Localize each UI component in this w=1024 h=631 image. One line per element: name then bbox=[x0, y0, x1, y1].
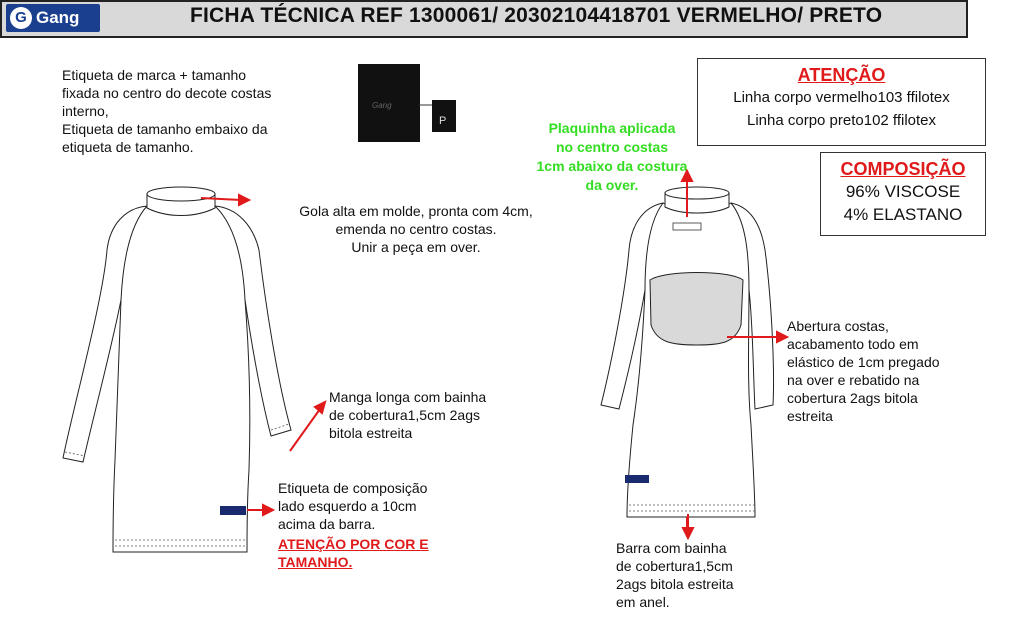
brand-tag-image bbox=[358, 64, 420, 142]
size-tag-text: P bbox=[439, 115, 447, 127]
abertura-note: Abertura costas, acabamento todo em elástico de 1cm pregado na over e rebatido na cobertura 2ags bitola estreita bbox=[787, 318, 940, 424]
back-plaquinha bbox=[673, 223, 701, 230]
back-composition-label bbox=[625, 475, 649, 483]
etiqueta-arrow-head bbox=[263, 505, 273, 515]
composicao-box bbox=[820, 152, 986, 236]
labels-note: Etiqueta de marca + tamanho fixada no centro do decote costas interno, Etiqueta de tamanho embaixo da etiqueta de tamanho. bbox=[62, 67, 272, 155]
size-tag-image bbox=[432, 100, 456, 132]
barra-note: Barra com bainha de cobertura1,5cm 2ags bitola estreita em anel. bbox=[616, 540, 734, 610]
composicao-line: 96% VISCOSE bbox=[845, 182, 961, 201]
header-bar bbox=[0, 0, 968, 38]
gola-note: Gola alta em molde, pronta com 4cm, emenda no centro costas. Unir a peça em over. bbox=[299, 203, 533, 255]
front-dress-drawing bbox=[55, 180, 295, 570]
page-title: FICHA TÉCNICA REF 1300061/ 20302104418701 VERMELHO/ PRETO bbox=[190, 4, 883, 27]
front-composition-label bbox=[220, 506, 246, 515]
front-body bbox=[113, 206, 250, 552]
gola-arrow-head bbox=[239, 195, 249, 205]
brand-tag-text: Gang bbox=[372, 101, 392, 110]
back-dress-drawing bbox=[595, 165, 795, 527]
etiqueta-composicao-note: Etiqueta de composição lado esquerdo a 10cm acima da barra. bbox=[278, 480, 428, 532]
barra-arrow bbox=[678, 510, 698, 540]
back-opening bbox=[650, 273, 743, 346]
brand-logo bbox=[6, 4, 100, 32]
back-collar-top bbox=[665, 187, 729, 199]
atencao-box bbox=[697, 58, 986, 146]
composicao-title: COMPOSIÇÃO bbox=[840, 159, 966, 179]
plaquinha-note: Plaquinha aplicada no centro costas 1cm abaixo da costura da over. bbox=[536, 120, 688, 193]
manga-note: Manga longa com bainha de cobertura1,5cm 2ags bitola estreita bbox=[329, 389, 487, 441]
etiqueta-composicao-attention: ATENÇÃO POR COR E TAMANHO. bbox=[278, 536, 429, 570]
abertura-arrow-head bbox=[777, 332, 787, 342]
plaquinha-arrow-head bbox=[682, 171, 692, 181]
atencao-title: ATENÇÃO bbox=[797, 65, 886, 85]
brand-logo-icon: G bbox=[10, 7, 32, 29]
composicao-line: 4% ELASTANO bbox=[843, 205, 963, 224]
atencao-line: Linha corpo vermelho103 ffilotex bbox=[733, 89, 950, 106]
manga-arrow bbox=[280, 395, 330, 455]
brand-logo-text: Gang bbox=[36, 8, 80, 27]
atencao-line: Linha corpo preto102 ffilotex bbox=[746, 112, 937, 129]
